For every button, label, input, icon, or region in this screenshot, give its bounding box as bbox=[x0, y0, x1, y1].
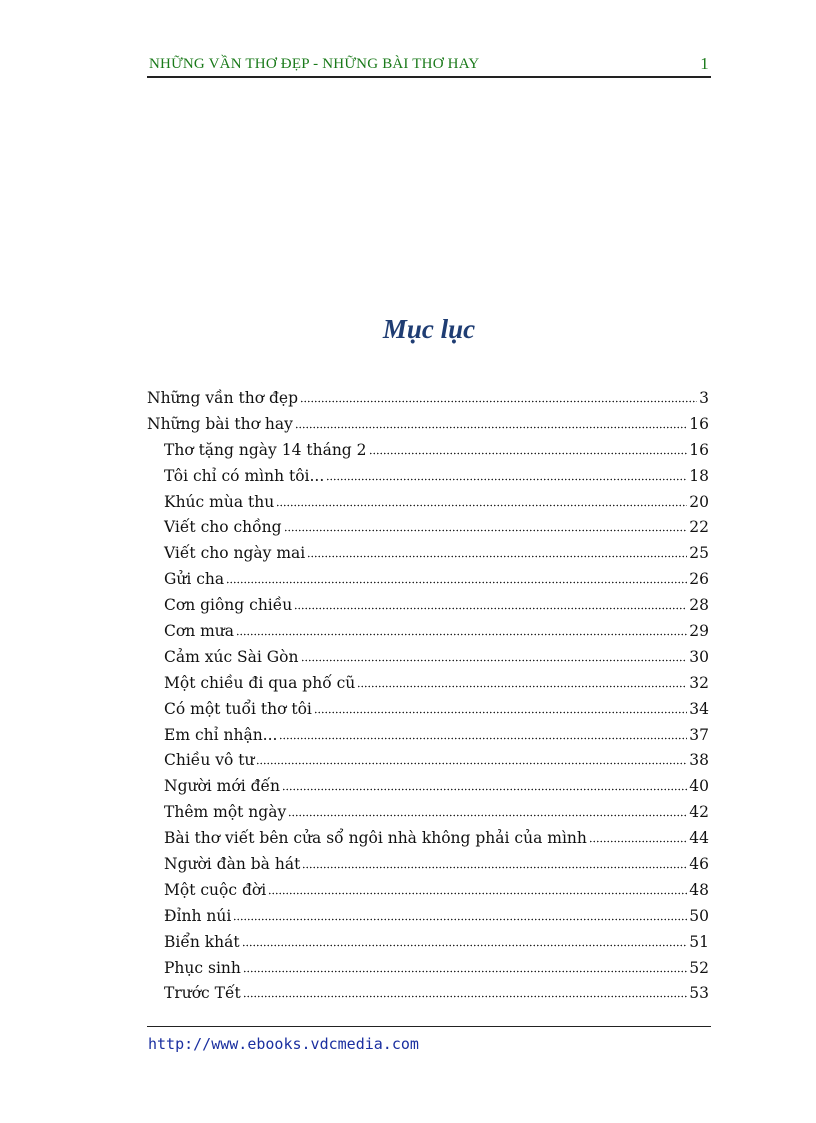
toc-entry[interactable] bbox=[147, 648, 709, 674]
toc-entry-page: 16 bbox=[689, 440, 709, 459]
toc-dot-leader bbox=[294, 604, 687, 610]
toc-entry-page: 38 bbox=[689, 751, 709, 770]
toc-entry-page: 52 bbox=[689, 958, 709, 977]
toc-entry-page: 40 bbox=[689, 777, 709, 796]
header-title: NHỮNG VẦN THƠ ĐẸP - NHỮNG BÀI THƠ HAY bbox=[149, 56, 480, 72]
toc-dot-leader bbox=[314, 708, 687, 714]
toc-dot-leader bbox=[295, 423, 687, 429]
toc-dot-leader bbox=[288, 811, 687, 817]
toc-entry[interactable] bbox=[147, 415, 709, 441]
toc-entry-title: Gửi cha bbox=[164, 570, 225, 589]
toc-dot-leader bbox=[326, 475, 687, 481]
toc-entry-title: Người mới đến bbox=[164, 777, 281, 796]
toc-entry-title: Một cuộc đời bbox=[164, 880, 267, 899]
toc-entry[interactable] bbox=[147, 441, 709, 467]
toc-entry-title: Em chỉ nhận... bbox=[164, 725, 278, 744]
toc-entry-page: 25 bbox=[689, 544, 709, 563]
toc-entry-page: 20 bbox=[689, 492, 709, 511]
toc-entry[interactable] bbox=[147, 777, 709, 803]
toc-entry-page: 3 bbox=[699, 389, 709, 407]
toc-entry-title: Bài thơ viết bên cửa sổ ngôi nhà không phải của mình bbox=[164, 829, 587, 848]
toc-heading: Mục lục bbox=[382, 314, 476, 344]
toc-entry-title: Cơn mưa bbox=[164, 622, 235, 641]
toc-entry-page: 34 bbox=[689, 699, 709, 718]
toc-entry[interactable] bbox=[147, 467, 709, 493]
toc-entry[interactable] bbox=[147, 984, 709, 1010]
footer-divider bbox=[147, 1026, 711, 1027]
toc-entry-title: Trước Tết bbox=[164, 984, 241, 1003]
table-of-contents bbox=[147, 389, 709, 1010]
toc-entry-page: 22 bbox=[689, 518, 709, 537]
toc-entry-title: Tôi chỉ có mình tôi... bbox=[164, 466, 325, 485]
toc-entry-page: 29 bbox=[689, 622, 709, 641]
toc-entry-page: 16 bbox=[689, 414, 709, 433]
toc-entry-title: Biển khát bbox=[164, 932, 240, 951]
toc-entry-page: 50 bbox=[689, 906, 709, 925]
toc-entry-title: Có một tuổi thơ tôi bbox=[164, 699, 312, 718]
toc-dot-leader bbox=[300, 397, 697, 403]
toc-dot-leader bbox=[307, 552, 687, 558]
toc-entry-page: 51 bbox=[689, 932, 709, 951]
toc-dot-leader bbox=[243, 992, 687, 998]
toc-entry-page: 48 bbox=[689, 880, 709, 899]
toc-dot-leader bbox=[256, 759, 687, 765]
toc-entry[interactable] bbox=[147, 855, 709, 881]
toc-entry[interactable] bbox=[147, 389, 709, 415]
toc-entry[interactable] bbox=[147, 596, 709, 622]
toc-entry-title: Phục sinh bbox=[164, 958, 241, 977]
toc-dot-leader bbox=[236, 630, 687, 636]
toc-dot-leader bbox=[276, 501, 687, 507]
toc-entry-page: 30 bbox=[689, 647, 709, 666]
toc-dot-leader bbox=[268, 889, 687, 895]
toc-entry-page: 28 bbox=[689, 596, 709, 615]
toc-dot-leader bbox=[282, 785, 687, 791]
toc-entry[interactable] bbox=[147, 881, 709, 907]
toc-entry[interactable] bbox=[147, 751, 709, 777]
toc-entry[interactable] bbox=[147, 829, 709, 855]
toc-entry[interactable] bbox=[147, 726, 709, 752]
toc-entry[interactable] bbox=[147, 570, 709, 596]
toc-dot-leader bbox=[242, 941, 688, 947]
toc-entry-title: Một chiều đi qua phố cũ bbox=[164, 673, 356, 692]
toc-entry[interactable] bbox=[147, 700, 709, 726]
toc-dot-leader bbox=[369, 449, 688, 455]
toc-entry-page: 37 bbox=[689, 725, 709, 744]
toc-dot-leader bbox=[243, 967, 687, 973]
toc-entry-title: Cơn giông chiều bbox=[164, 596, 293, 615]
toc-entry[interactable] bbox=[147, 907, 709, 933]
toc-entry[interactable] bbox=[147, 544, 709, 570]
header-page-number: 1 bbox=[700, 54, 709, 73]
footer-url-link[interactable]: http://www.ebooks.vdcmedia.com bbox=[148, 1035, 419, 1053]
toc-entry[interactable] bbox=[147, 674, 709, 700]
toc-entry[interactable] bbox=[147, 933, 709, 959]
toc-entry-title: Viết cho ngày mai bbox=[164, 544, 306, 563]
toc-entry-title: Viết cho chồng bbox=[164, 518, 282, 537]
toc-dot-leader bbox=[589, 837, 687, 843]
toc-dot-leader bbox=[226, 578, 687, 584]
toc-entry-page: 26 bbox=[689, 570, 709, 589]
toc-entry[interactable] bbox=[147, 622, 709, 648]
toc-dot-leader bbox=[357, 682, 687, 688]
toc-entry[interactable] bbox=[147, 803, 709, 829]
toc-entry-title: Thêm một ngày bbox=[164, 803, 287, 822]
toc-entry-title: Cảm xúc Sài Gòn bbox=[164, 647, 299, 666]
toc-entry-title: Thơ tặng ngày 14 tháng 2 bbox=[164, 440, 367, 459]
toc-entry[interactable] bbox=[147, 518, 709, 544]
toc-entry-page: 42 bbox=[689, 803, 709, 822]
toc-entry-page: 32 bbox=[689, 673, 709, 692]
page-header bbox=[147, 54, 711, 78]
toc-entry-page: 18 bbox=[689, 466, 709, 485]
toc-dot-leader bbox=[279, 734, 687, 740]
toc-entry-title: Chiều vô tư bbox=[164, 751, 255, 770]
toc-entry[interactable] bbox=[147, 493, 709, 519]
toc-dot-leader bbox=[233, 915, 687, 921]
toc-entry-page: 44 bbox=[689, 829, 709, 848]
toc-entry-page: 46 bbox=[689, 855, 709, 874]
toc-dot-leader bbox=[302, 863, 687, 869]
toc-entry-title: Khúc mùa thu bbox=[164, 492, 275, 511]
toc-entry-page: 53 bbox=[689, 984, 709, 1003]
toc-entry-title: Những vần thơ đẹp bbox=[147, 389, 299, 407]
toc-entry-title: Đỉnh núi bbox=[164, 906, 232, 925]
toc-dot-leader bbox=[284, 526, 688, 532]
toc-dot-leader bbox=[301, 656, 688, 662]
toc-entry-title: Những bài thơ hay bbox=[147, 414, 293, 433]
toc-entry-title: Người đàn bà hát bbox=[164, 855, 301, 874]
toc-entry[interactable] bbox=[147, 959, 709, 985]
